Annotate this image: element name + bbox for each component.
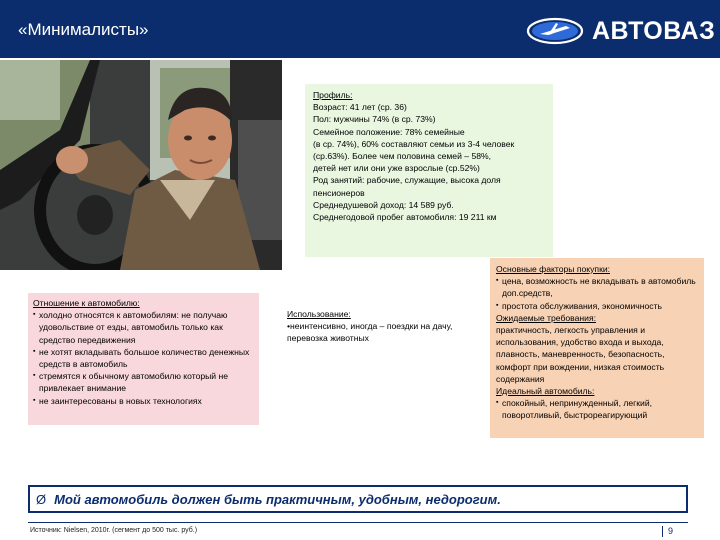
profile-line: Среднегодовой пробег автомобиля: 19 211 км — [313, 212, 497, 223]
page-separator — [662, 526, 663, 537]
profile-line: (ср.63%). Более чем половина семей – 58%, — [313, 151, 492, 162]
relation-box — [28, 293, 259, 425]
profile-line: Род занятий: рабочие, служащие, высока доля — [313, 175, 501, 186]
expect-heading: Ожидаемые требования: — [496, 312, 596, 323]
usage-text: •неинтенсивно, иногда – поездки на дачу, перевозка животных — [287, 321, 453, 344]
profile-heading: Профиль: — [313, 90, 353, 100]
header-bar — [0, 0, 720, 58]
brand-name: АВТОВАЗ — [592, 16, 716, 45]
profile-line: детей нет или они уже взрослые (ср.52%) — [313, 163, 480, 174]
list-item: ▪ простота обслуживания, экономичность — [496, 300, 700, 312]
relation-heading: Отношение к автомобилю: — [33, 298, 140, 308]
usage-box — [283, 300, 475, 366]
factors-list — [496, 275, 700, 312]
ideal-list — [496, 397, 700, 421]
list-item: ▪ не хотят вкладывать большое количество денежных средств в автомобиль — [33, 346, 255, 370]
conclusion-text: Мой автомобиль должен быть практичным, удобным, недорогим. — [54, 491, 501, 507]
profile-box — [305, 84, 553, 257]
list-item: ▪ стремятся к обычному автомобилю который не привлекает внимание — [33, 370, 255, 394]
profile-line: (в ср. 74%), 60% составляют семьи из 3-4 человек — [313, 138, 515, 149]
ideal-heading: Идеальный автомобиль: — [496, 386, 595, 397]
expect-text: практичность, легкость управления и использования, удобство входа и выхода, плавность, маневренность, безопасность, комфорт при вождении, низкая стоимость содержания — [496, 325, 665, 384]
conclusion-box — [28, 485, 688, 513]
profile-line: пенсионеров — [313, 187, 365, 198]
list-item: ▪ цена, возможность не вкладывать в автомобиль доп.средств, — [496, 275, 700, 299]
profile-line: Среднедушевой доход: 14 589 руб. — [313, 199, 454, 210]
driver-photo — [0, 60, 282, 270]
lada-boat-icon — [526, 17, 584, 45]
list-item: ▪ не заинтересованы в новых технологиях — [33, 395, 255, 407]
profile-line: Пол: мужчины 74% (в ср. 73%) — [313, 114, 436, 125]
usage-heading: Использование: — [287, 309, 351, 319]
slide-title: «Минималисты» — [18, 20, 149, 39]
list-item: ▪ спокойный, непринужденный, легкий, поворотливый, быстрореагирующий — [496, 397, 700, 421]
page-number: 9 — [668, 526, 674, 536]
footer-divider — [28, 522, 688, 523]
profile-line: Возраст: 41 лет (ср. 36) — [313, 102, 407, 113]
source-note: Источник: Nielsen, 2010г. (сегмент до 500 тыс. руб.) — [30, 527, 198, 534]
factors-box — [490, 258, 704, 438]
avtovaz-logo — [526, 14, 715, 48]
factors-heading: Основные факторы покупки: — [496, 264, 611, 274]
relation-list — [33, 309, 255, 407]
arrow-bullet-icon: Ø — [36, 491, 47, 507]
profile-line: Семейное положение: 78% семейные — [313, 126, 465, 137]
list-item: ▪ холодно относятся к автомобилям: не получаю удовольствие от езды, автомобиль только как средство передвижения — [33, 309, 255, 346]
